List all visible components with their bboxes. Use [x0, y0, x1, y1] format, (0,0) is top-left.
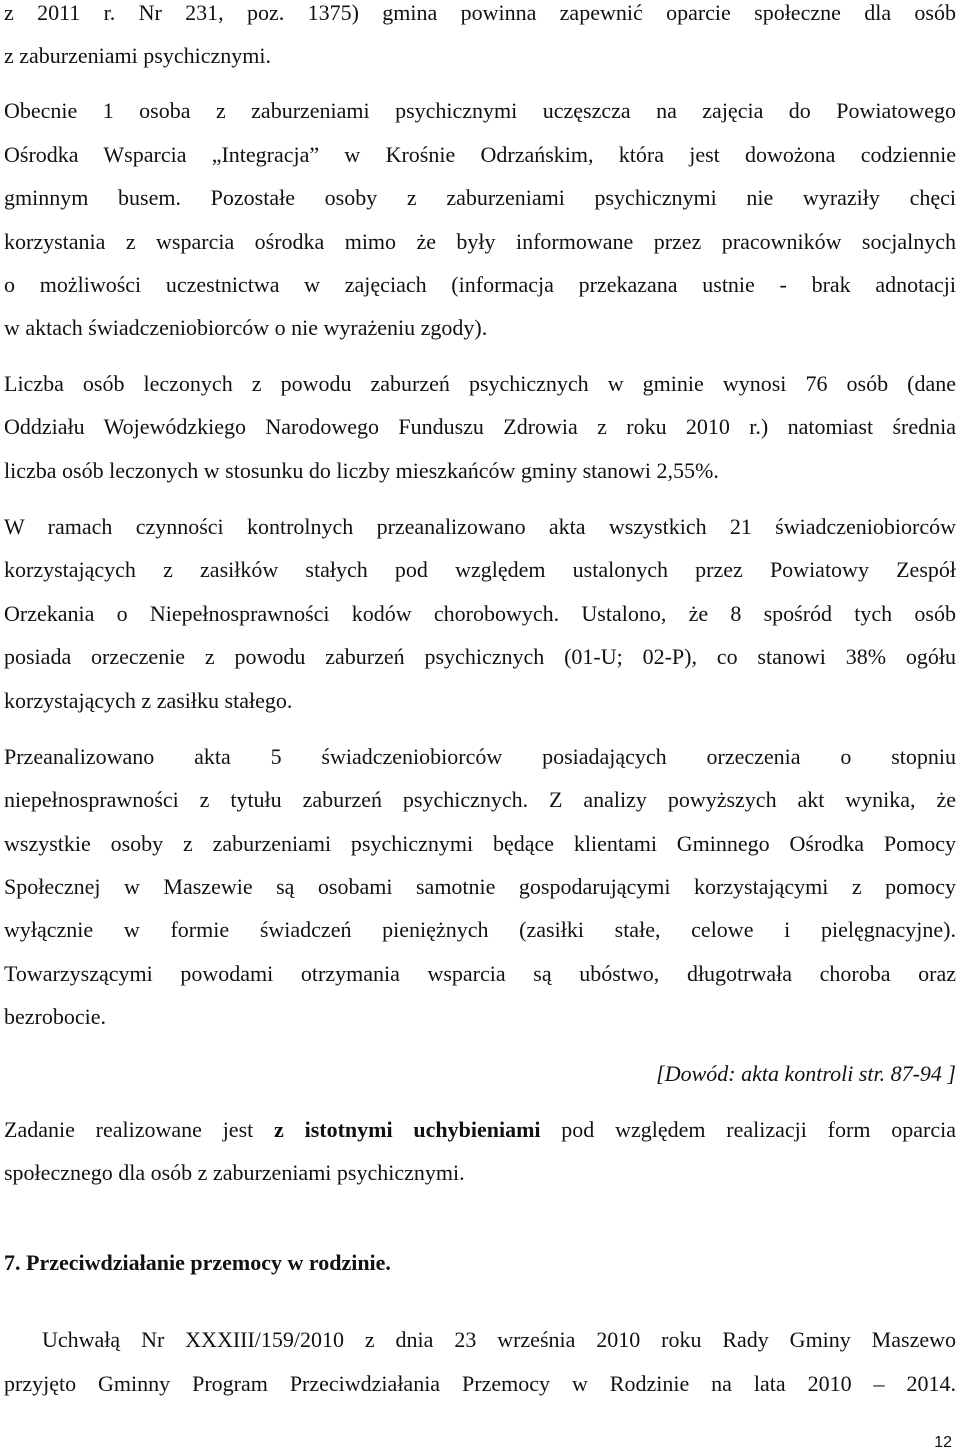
text-line: bezrobocie. — [4, 1004, 106, 1029]
text-line: Obecnie 1 osoba z zaburzeniami psychicznymi uczęszcza na zajęcia do Powiatowego — [4, 98, 956, 123]
text-line: Oddziału Wojewódzkiego Narodowego Funduszu Zdrowia z roku 2010 r.) natomiast średnia — [4, 414, 956, 439]
text-line: Towarzyszącymi powodami otrzymania wsparcia są ubóstwo, długotrwała choroba oraz — [4, 961, 956, 986]
conclusion-prefix: Zadanie realizowane jest — [4, 1117, 275, 1142]
section-text-line: przyjęto Gminny Program Przeciwdziałania Przemocy w Rodzinie na lata 2010 – 2014. — [4, 1371, 956, 1396]
text-line: korzystania z wsparcia ośrodka mimo że były informowane przez pracowników socjalnych — [4, 229, 956, 254]
text-line: korzystających z zasiłku stałego. — [4, 688, 293, 713]
text-line: W ramach czynności kontrolnych przeanalizowano akta wszystkich 21 świadczeniobiorców — [4, 514, 956, 539]
text-line: gminnym busem. Pozostałe osoby z zaburzeniami psychicznymi nie wyraziły chęci — [4, 185, 956, 210]
text-line: wszystkie osoby z zaburzeniami psychicznymi będące klientami Gminnego Ośrodka Pomocy — [4, 831, 956, 856]
text-line: Ośrodka Wsparcia „Integracja” w Krośnie Odrzańskim, która jest dowożona codziennie — [4, 142, 956, 167]
text-line: wyłącznie w formie świadczeń pieniężnych (zasiłki stałe, celowe i pielęgnacyjne). — [4, 917, 956, 942]
text-line: z 2011 r. Nr 231, poz. 1375) gmina powinna zapewnić oparcie społeczne dla osób — [4, 0, 956, 25]
conclusion-emphasis: z istotnymi uchybieniami — [274, 1117, 541, 1142]
conclusion-line — [4, 1117, 956, 1143]
text-line: korzystających z zasiłków stałych pod względem ustalonych przez Powiatowy Zespół — [4, 557, 956, 582]
evidence-note: [Dowód: akta kontroli str. 87-94 ] — [656, 1061, 956, 1086]
text-line: posiada orzeczenie z powodu zaburzeń psychicznych (01-U; 02-P), co stanowi 38% ogółu — [4, 644, 956, 669]
text-line: w aktach świadczeniobiorców o nie wyrażeniu zgody). — [4, 315, 488, 340]
conclusion-suffix: pod względem realizacji form oparcia — [540, 1117, 956, 1142]
text-line: Przeanalizowano akta 5 świadczeniobiorców posiadających orzeczenia o stopniu — [4, 744, 956, 769]
text-line: liczba osób leczonych w stosunku do liczby mieszkańców gminy stanowi 2,55%. — [4, 458, 719, 483]
page-number: 12 — [934, 1434, 952, 1451]
text-line: Orzekania o Niepełnosprawności kodów chorobowych. Ustalono, że 8 spośród tych osób — [4, 601, 956, 626]
conclusion-line-2: społecznego dla osób z zaburzeniami psychicznymi. — [4, 1160, 465, 1185]
section-heading: 7. Przeciwdziałanie przemocy w rodzinie. — [4, 1250, 391, 1275]
text-line: o możliwości uczestnictwa w zajęciach (informacja przekazana ustnie - brak adnotacji — [4, 272, 956, 297]
text-line: Liczba osób leczonych z powodu zaburzeń psychicznych w gminie wynosi 76 osób (dane — [4, 371, 956, 396]
section-text-line: Uchwałą Nr XXXIII/159/2010 z dnia 23 września 2010 roku Rady Gminy Maszewo — [42, 1327, 956, 1352]
text-line: Społecznej w Maszewie są osobami samotnie gospodarującymi korzystającymi z pomocy — [4, 874, 956, 899]
text-line: z zaburzeniami psychicznymi. — [4, 43, 271, 68]
text-line: niepełnosprawności z tytułu zaburzeń psychicznych. Z analizy powyższych akt wynika, że — [4, 787, 956, 812]
